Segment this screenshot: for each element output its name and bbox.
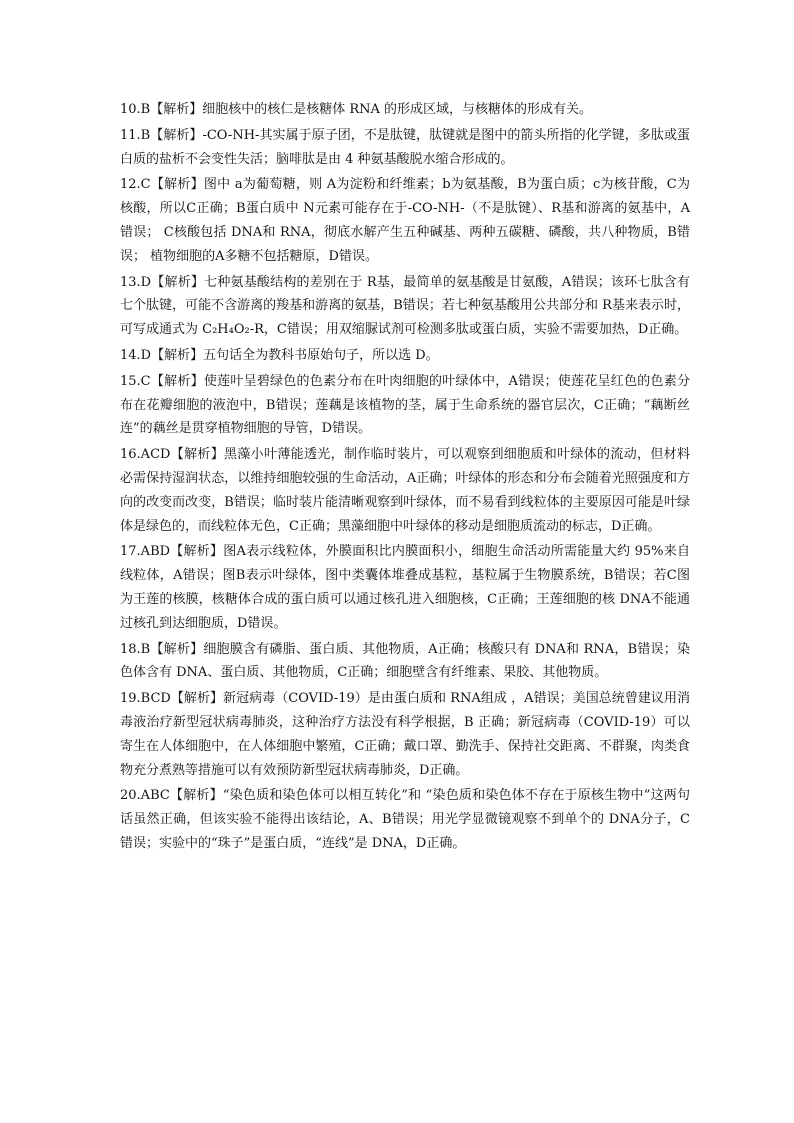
answer-item-13: 13.D【解析】七种氨基酸结构的差别在于 R基，最简单的氨基酸是甘氨酸，A错误；该环七肽含有七个肽键，可能不含游离的羧基和游离的氨基，B错误；若七种氨基酸用公共部分和 R基来表示时，可写成通式为 C₂H₄O₂-R，C错误；用双缩脲试剂可检测多肽或蛋白质，实验不需要加热，D正确。 xyxy=(120,274,690,338)
answer-item-20: 20.ABC【解析】“染色质和染色体可以相互转化”和 “染色质和染色体不存在于原核生物中”这两句话虽然正确，但该实验不能得出该结论，A、B错误；用光学显微镜观察不到单个的 DNA分子，C错误；实验中的“珠子”是蛋白质，“连线”是 DNA，D正确。 xyxy=(120,788,690,851)
answer-item-19: 19.BCD【解析】新冠病毒（COVID-19）是由蛋白质和 RNA组成 ，A错误；美国总统曾建议用消毒液治疗新型冠状病毒肺炎，这种治疗方法没有科学根据，B 正确；新冠病毒（COVID-19）可以寄生在人体细胞中，在人体细胞中繁殖，C正确；戴口罩、勤洗手、保持社交距离、不群聚，肉类食物充分煮熟等措施可以有效预防新型冠状病毒肺炎，D正确。 xyxy=(120,691,690,778)
answer-item-12: 12.C【解析】图中 a为葡萄糖，则 A为淀粉和纤维素；b为氨基酸，B为蛋白质；c为核苷酸，C为核酸，所以C正确；B蛋白质中 N元素可能存在于-CO-NH-（不是肽键）、R基和游离的氨基中，A错误； C核酸包括 DNA和 RNA，彻底水解产生五种碱基、两种五碳糖、磷酸，共八种物质，B错误； 植物细胞的A多糖不包括糖原，D错误。 xyxy=(120,177,690,264)
answer-item-11: 11.B【解析】-CO-NH-其实属于原子团，不是肽键，肽键就是图中的箭头所指的化学键，多肽或蛋白质的盐析不会变性失活；脑啡肽是由 4 种氨基酸脱水缩合形成的。 xyxy=(120,127,690,167)
answer-item-15: 15.C【解析】使莲叶呈碧绿色的色素分布在叶肉细胞的叶绿体中，A错误；使莲花呈红色的色素分布在花瓣细胞的液泡中，B错误；莲藕是该植物的茎，属于生命系统的器官层次，C正确；“藕断丝连”的藕丝是贯穿植物细胞的导管，D错误。 xyxy=(120,373,690,437)
answer-item-10: 10.B【解析】细胞核中的核仁是核糖体 RNA 的形成区域，与核糖体的形成有关。 xyxy=(120,102,593,117)
answer-item-16: 16.ACD【解析】黑藻小叶薄能透光，制作临时装片，可以观察到细胞质和叶绿体的流动，但材料必需保持湿润状态，以维持细胞较强的生命活动，A正确；叶绿体的形态和分布会随着光照强度和方向的改变而改变，B错误；临时装片能清晰观察到叶绿体，而不易看到线粒体的主要原因可能是叶绿体是绿色的，而线粒体无色，C正确；黑藻细胞中叶绿体的移动是细胞质流动的标志，D正确。 xyxy=(120,447,690,534)
answer-explanations xyxy=(120,98,690,858)
answer-item-14: 14.D【解析】五句话全为教科书原始句子，所以选 D。 xyxy=(120,347,439,363)
answer-item-18: 18.B【解析】细胞膜含有磷脂、蛋白质、其他物质，A正确；核酸只有 DNA和 RNA，B错误；染色体含有 DNA、蛋白质、其他物质，C正确；细胞壁含有纤维素、果胶、其他物质。 xyxy=(120,641,690,681)
answer-item-17: 17.ABD【解析】图A表示线粒体，外膜面积比内膜面积小，细胞生命活动所需能量大约 95%来自线粒体，A错误；图B表示叶绿体，图中类囊体堆叠成基粒，基粒属于生物膜系统，B错误；若C图为王莲的核膜，核糖体合成的蛋白质可以通过核孔进入细胞核，C正确；王莲细胞的核 DNA不能通过核孔到达细胞质，D错误。 xyxy=(120,544,690,631)
